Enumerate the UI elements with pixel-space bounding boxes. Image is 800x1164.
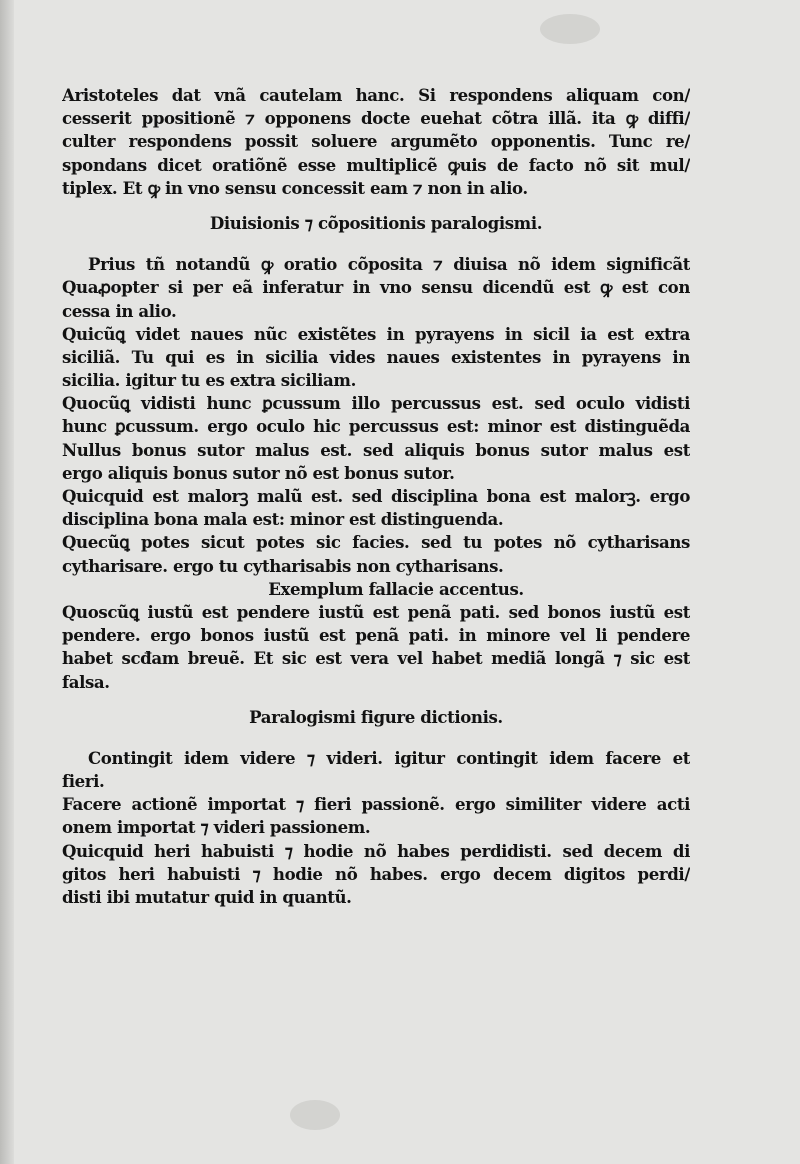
text-line: disti ibi mutatur quid in quantũ. — [62, 887, 352, 907]
text-line: habet scđam breuẽ. Et sic est vera vel habet mediã longã ⁊ sic est — [62, 648, 690, 669]
page-edge-shadow — [0, 0, 14, 1164]
text-line: disciplina bona mala est: minor est distinguenda. — [62, 509, 504, 530]
text-line: ergo aliquis bonus sutor nõ est bonus sutor. — [62, 462, 455, 483]
text-line: cytharisare. ergo tu cytharisabis non cytharisans. — [62, 555, 504, 576]
paragraph-9-cont — [62, 770, 690, 793]
paragraph-7 — [62, 531, 690, 577]
text-line: Quicquid est malorꝫ malũ est. sed disciplina bona est malorꝫ. ergo — [62, 486, 690, 506]
paper-stain — [290, 1100, 340, 1130]
text-line: Quecũꝗ potes sicut potes sic facies. sed tu potes nõ cytharisans — [62, 532, 690, 553]
text-line: fieri. — [62, 771, 105, 792]
text-line: tiplex. Et ꝙ in vno sensu concessit eam ⁊ non in alio. — [62, 177, 528, 198]
text-line: Contingit idem videre ⁊ videri. igitur contingit idem facere et — [88, 747, 690, 768]
paragraph-8 — [62, 601, 690, 694]
text-line: pendere. ergo bonos iustũ est penã pati. in minore vel li pendere — [62, 625, 690, 646]
text-line: Quicũꝗ videt naues nũc existẽtes in pyrayens in sicil ia est extra — [62, 323, 690, 344]
paragraph-1 — [62, 84, 690, 200]
text-line: Prius tñ notandũ ꝙ oratio cõposita ⁊ diuisa nõ idem significãt — [88, 254, 690, 275]
text-line: cessa in alio. — [62, 300, 177, 321]
text-line: falsa. — [62, 671, 110, 692]
section-heading: Exemplum fallacie accentus. — [268, 578, 524, 599]
text-line: Quicquid heri habuisti ⁊ hodie nõ habes perdidisti. sed decem di — [62, 840, 690, 861]
text-line: gitos heri habuisti ⁊ hodie nõ habes. ergo decem digitos perdi/ — [62, 863, 690, 884]
text-line: cesserit ppositionẽ ⁊ opponens docte euehat cõtra illã. ita ꝙ diffi/ — [62, 108, 690, 129]
text-line: onem importat ⁊ videri passionem. — [62, 817, 371, 838]
paragraph-4 — [62, 392, 690, 438]
text-line: Aristoteles dat vnã cautelam hanc. Si respondens aliquam con/ — [62, 85, 690, 105]
paragraph-6 — [62, 485, 690, 531]
paragraph-2-cont — [62, 276, 690, 322]
section-heading: Diuisionis ⁊ cõpositionis paralogismi. — [209, 212, 543, 233]
text-line: Facere actionẽ importat ⁊ fieri passionẽ. ergo similiter videre acti — [62, 794, 690, 815]
text-line: hunc ꝑcussum. ergo oculo hic percussus est: minor est distinguẽda — [62, 416, 690, 437]
paragraph-2 — [62, 253, 690, 276]
text-line: Quaꝓopter si per eã inferatur in vno sensu dicendũ est ꝙ est con — [62, 277, 690, 298]
page-text — [62, 84, 690, 909]
section-heading: Paralogismi figure dictionis. — [249, 706, 503, 727]
text-line: Nullus bonus sutor malus est. sed aliquis bonus sutor malus est — [62, 439, 690, 460]
paragraph-5 — [62, 439, 690, 485]
text-line: sicilia. igitur tu es extra siciliam. — [62, 370, 356, 391]
text-line: Quoscũꝗ iustũ est pendere iustũ est penã pati. sed bonos iustũ est — [62, 601, 690, 622]
paragraph-11 — [62, 840, 690, 910]
paragraph-3 — [62, 323, 690, 393]
paper-stain — [540, 14, 600, 44]
paragraph-9 — [62, 747, 690, 770]
text-line: Quocũꝗ vidisti hunc ꝑcussum illo percussus est. sed oculo vidisti — [62, 393, 690, 414]
paragraph-10 — [62, 793, 690, 839]
text-line: culter respondens possit soluere argumẽto opponentis. Tunc re/ — [62, 131, 690, 152]
text-line: siciliã. Tu qui es in sicilia vides naues existentes in pyrayens in — [62, 346, 690, 367]
text-line: spondans dicet oratiõnẽ esse multiplicẽ ꝙuis de facto nõ sit mul/ — [62, 154, 690, 175]
